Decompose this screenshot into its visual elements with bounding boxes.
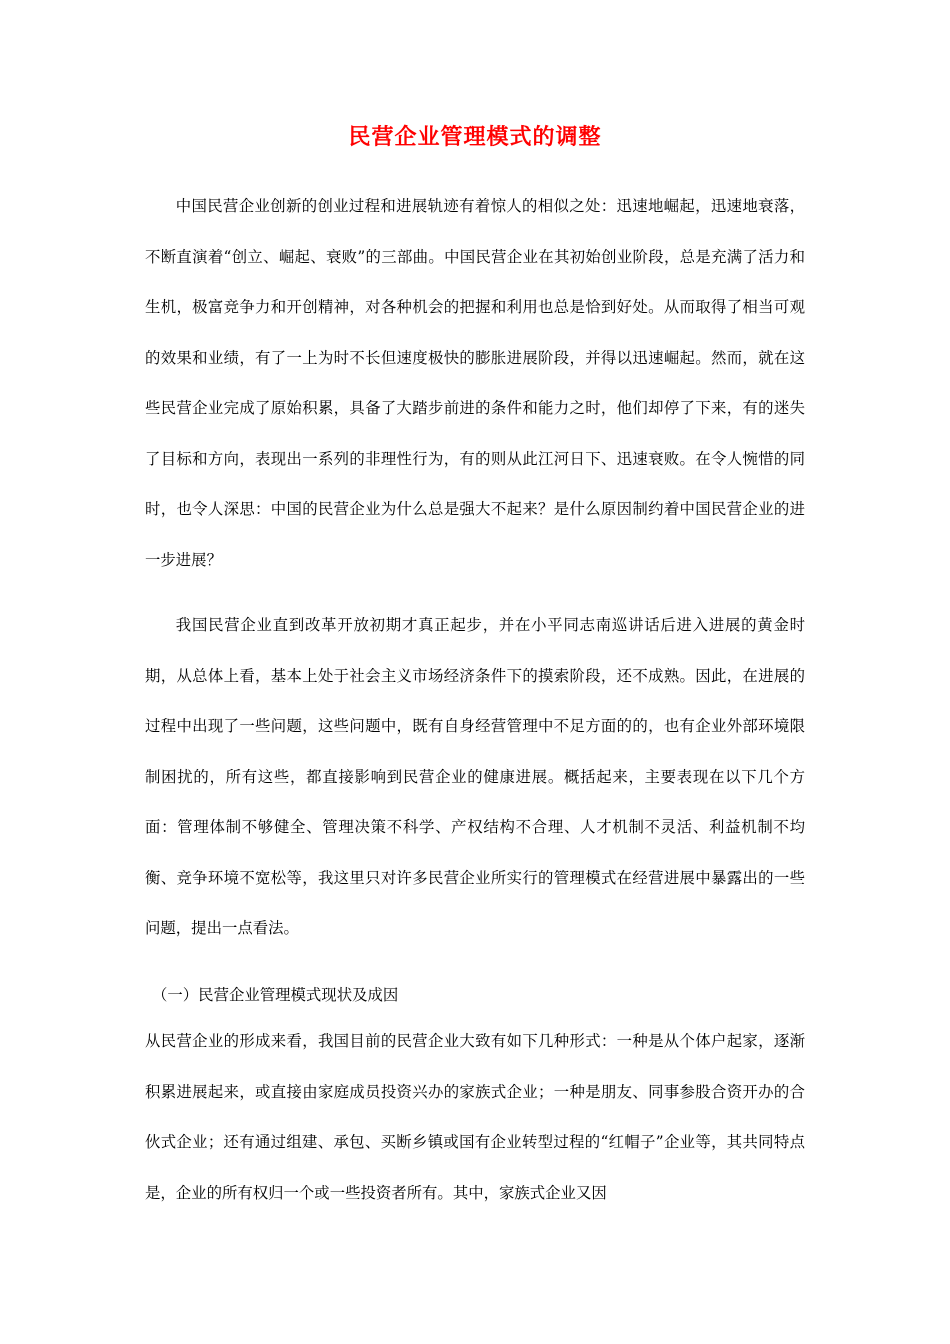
section-heading: （一）民营企业管理模式现状及成因 <box>152 986 399 1004</box>
paragraph-2: 我国民营企业直到改革开放初期才真正起步，并在小平同志南巡讲话后进入进展的黄金时期，从总体上看，基本上处于社会主义市场经济条件下的摸索阶段，还不成熟。因此，在进展的过程中出现了一些问题，这些问题中，既有自身经营管理中不足方面的的，也有企业外部环境限制困扰的，所有这些，都直接影响到民营企业的健康进展。概括起来，主要表现在以下几个方面：管理体制不够健全、管理决策不科学、产权结构不合理、人才机制不灵活、利益机制不均衡、竞争环境不宽松等，我这里只对许多民营企业所实行的管理模式在经营进展中暴露出的一些问题，提出一点看法。 <box>145 616 805 937</box>
intro-paragraph-block <box>145 181 805 585</box>
paragraph-3: 从民营企业的形成来看，我国目前的民营企业大致有如下几种形式：一种是从个体户起家，逐渐积累进展起来，或直接由家庭成员投资兴办的家族式企业；一种是朋友、同事参股合资开办的合伙式企业；还有通过组建、承包、买断乡镇或国有企业转型过程的“红帽子”企业等，其共同特点是，企业的所有权归一个或一些投资者所有。其中，家族式企业又因 <box>145 1032 805 1202</box>
problems-paragraph-block <box>145 600 805 954</box>
page-title: 民营企业管理模式的调整 <box>348 124 602 150</box>
paragraph-1: 中国民营企业创新的创业过程和进展轨迹有着惊人的相似之处：迅速地崛起，迅速地衰落，不断直演着“创立、崛起、衰败”的三部曲。中国民营企业在其初始创业阶段，总是充满了活力和生机，极富竞争力和开创精神，对各种机会的把握和利用也总是恰到好处。从而取得了相当可观的效果和业绩，有了一上为时不长但速度极快的膨胀进展阶段，并得以迅速崛起。然而，就在这些民营企业完成了原始积累，具备了大踏步前进的条件和能力之时，他们却停了下来，有的迷失了目标和方向，表现出一系列的非理性行为，有的则从此江河日下、迅速衰败。在令人惋惜的同时，也令人深思：中国的民营企业为什么总是强大不起来？是什么原因制约着中国民营企业的进一步进展？ <box>145 197 805 569</box>
section-paragraph-block <box>145 1016 805 1218</box>
